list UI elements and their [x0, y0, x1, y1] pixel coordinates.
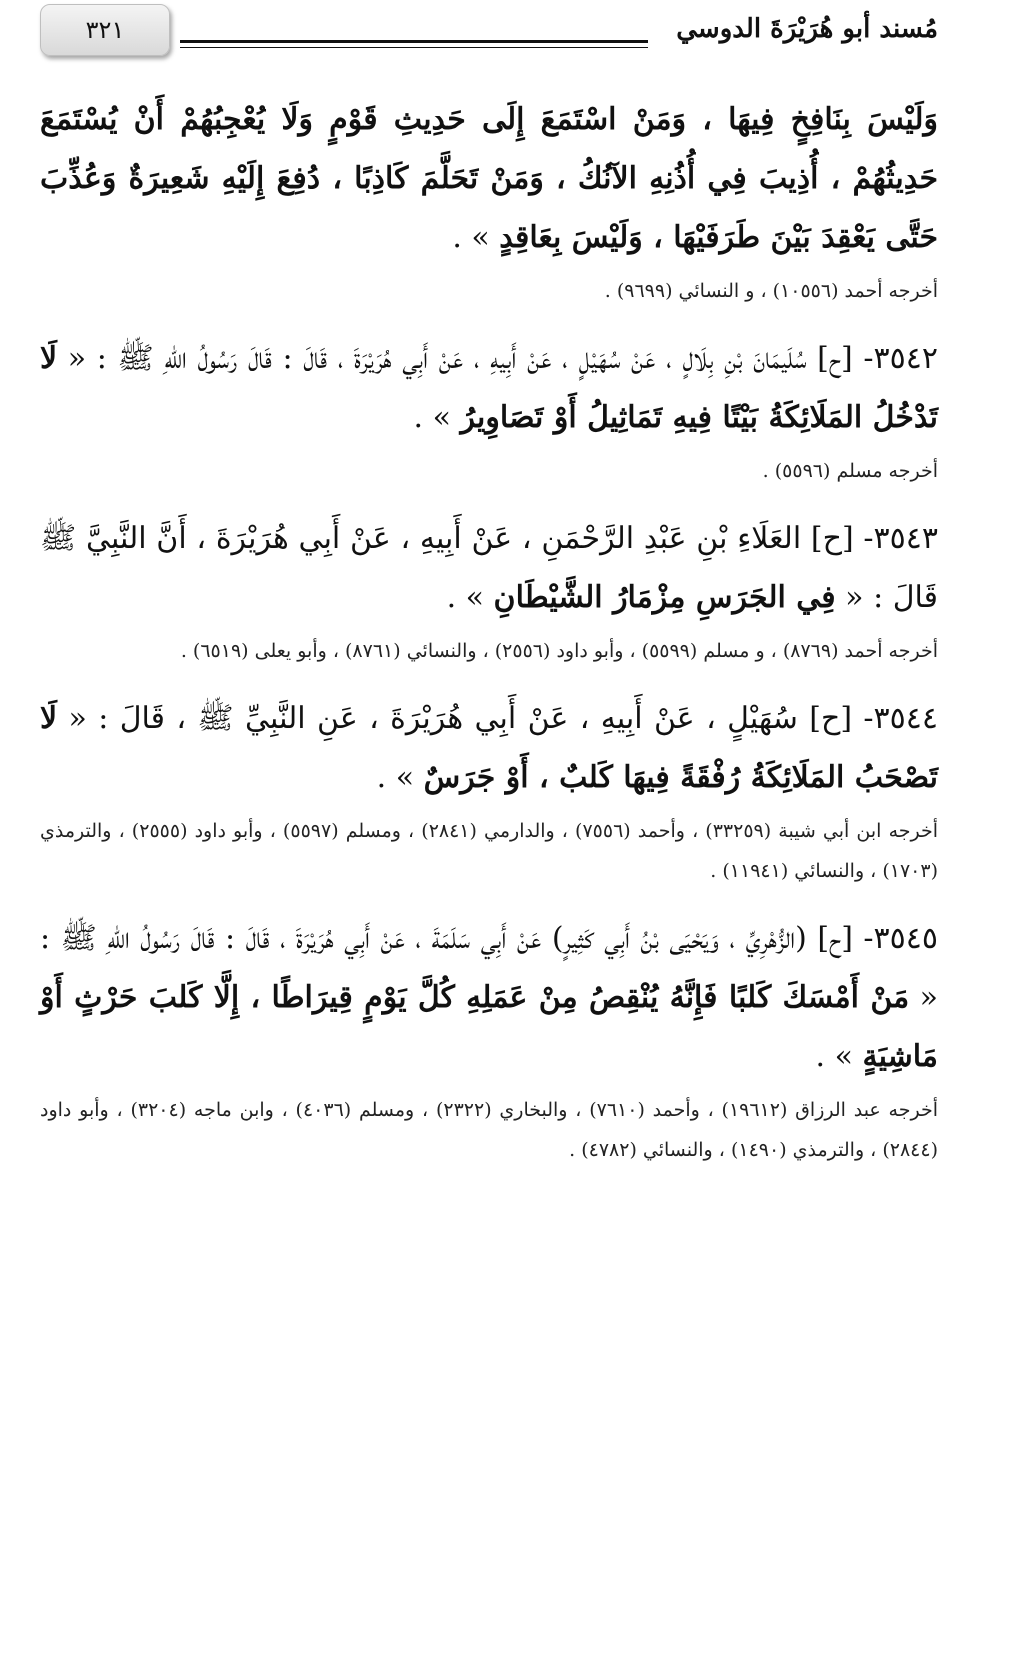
hadith-isnad: - [ح] سُلَيمَانَ بْنِ بِلَالٍ ، عَنْ سُهَيْلٍ ، عَنْ أَبِيهِ ، عَنْ أَبِي هُرَيْرَةَ ، قَالَ : قَالَ رَسُولُ اللهِ ﷺ : « [57, 341, 874, 376]
hadith-3542 [40, 329, 938, 491]
header-rule-thin [180, 47, 648, 48]
hadith-matn: لَا تَدْخُلُ المَلَائِكَةُ بَيْتًا فِيهِ تَمَاثِيلُ أَوْ تَصَاوِيرُ [40, 341, 938, 435]
hadith-isnad: - [ح] العَلَاءِ بْنِ عَبْدِ الرَّحْمَنِ ، عَنْ أَبِيهِ ، عَنْ أَبِي هُرَيْرَةَ ، أَنَّ النَّبِيَّ ﷺ قَالَ : « [40, 521, 938, 615]
continuation-closing: » . [452, 220, 500, 255]
continuation-paragraph [40, 90, 938, 267]
page-number-badge: ٣٢١ [40, 4, 170, 56]
hadith-closing: » . [376, 760, 424, 795]
hadith-reference: أخرجه مسلم (٥٥٩٦) . [762, 460, 938, 482]
hadith-isnad: - [ح] (الزُّهْرِيِّ ، وَيَحْيَى بْنُ أَبِي كَثِيرٍ) عَنْ أَبِي سَلَمَةَ ، عَنْ أَبِي هُرَيْرَةَ ، قَالَ : قَالَ رَسُولُ اللهِ ﷺ : « [40, 921, 938, 1015]
page-body [40, 90, 938, 1188]
hadith-number: ٣٥٤٣ [873, 521, 938, 556]
continuation-reference: أخرجه أحمد (١٠٥٥٦) ، و النسائي (٩٦٩٩) . [604, 280, 938, 302]
hadith-closing: » . [446, 580, 494, 615]
hadith-isnad: - [ح] سُهَيْلٍ ، عَنْ أَبِيهِ ، عَنْ أَبِي هُرَيْرَةَ ، عَنِ النَّبِيِّ ﷺ ، قَالَ : « [57, 701, 874, 736]
hadith-matn: فِي الجَرَسِ مِزْمَارُ الشَّيْطَانِ [493, 580, 836, 615]
hadith-3545 [40, 909, 938, 1170]
hadith-text [40, 909, 938, 1086]
hadith-reference: أخرجه عبد الرزاق (١٩٦١٢) ، وأحمد (٧٦١٠) ، والبخاري (٢٣٢٢) ، ومسلم (٤٠٣٦) ، وابن ماجه (٣٢٠٤) ، وأبو داود (٢٨٤٤) ، والترمذي (١٤٩٠) ، والنسائي (٤٧٨٢) . [40, 1099, 938, 1161]
hadith-matn: مَنْ أَمْسَكَ كَلبًا فَإِنَّهُ يُنْقِصُ مِنْ عَمَلِهِ كُلَّ يَوْمٍ قِيرَاطًا ، إِلَّا كَلبَ حَرْثٍ أَوْ مَاشِيَةٍ [40, 980, 938, 1074]
hadith-reference: أخرجه ابن أبي شيبة (٣٣٢٥٩) ، وأحمد (٧٥٥٦) ، والدارمي (٢٨٤١) ، ومسلم (٥٥٩٧) ، وأبو داود (٢٥٥٥) ، والترمذي (١٧٠٣) ، والنسائي (١١٩٤١) . [40, 820, 939, 882]
hadith-text [40, 509, 938, 627]
hadith-closing: » . [815, 1039, 863, 1074]
hadith-text [40, 689, 938, 807]
hadith-closing: » . [413, 400, 461, 435]
hadith-3544 [40, 689, 938, 891]
page-header [40, 0, 938, 80]
hadith-reference: أخرجه أحمد (٨٧٦٩) ، و مسلم (٥٥٩٩) ، وأبو داود (٢٥٥٦) ، والنسائي (٨٧٦١) ، وأبو يعلى (٦٥١٩) . [180, 640, 938, 662]
hadith-number: ٣٥٤٤ [873, 701, 938, 736]
hadith-number: ٣٥٤٢ [873, 341, 938, 376]
hadith-3543 [40, 509, 938, 671]
hadith-matn: لَا تَصْحَبُ المَلَائِكَةُ رُفْقَةً فِيهَا كَلبٌ ، أَوْ جَرَسٌ [40, 701, 938, 795]
running-title: مُسند أبو هُرَيْرَةَ الدوسي [676, 14, 938, 44]
continuation-matn: وَلَيْسَ بِنَافِخٍ فِيهَا ، وَمَنْ اسْتَمَعَ إِلَى حَدِيثِ قَوْمٍ وَلَا يُعْجِبُهُمْ أَنْ يُسْتَمَعَ حَدِيثُهُمْ ، أُذِيبَ فِي أُذُنِهِ الآنُكُ ، وَمَنْ تَحَلَّمَ كَاذِبًا ، دُفِعَ إِلَيْهِ شَعِيرَةٌ وَعُذِّبَ حَتَّى يَعْقِدَ بَيْنَ طَرَفَيْهَا ، وَلَيْسَ بِعَاقِدٍ [40, 102, 938, 255]
hadith-text [40, 329, 938, 447]
hadith-number: ٣٥٤٥ [873, 921, 938, 956]
header-rule [180, 40, 648, 43]
